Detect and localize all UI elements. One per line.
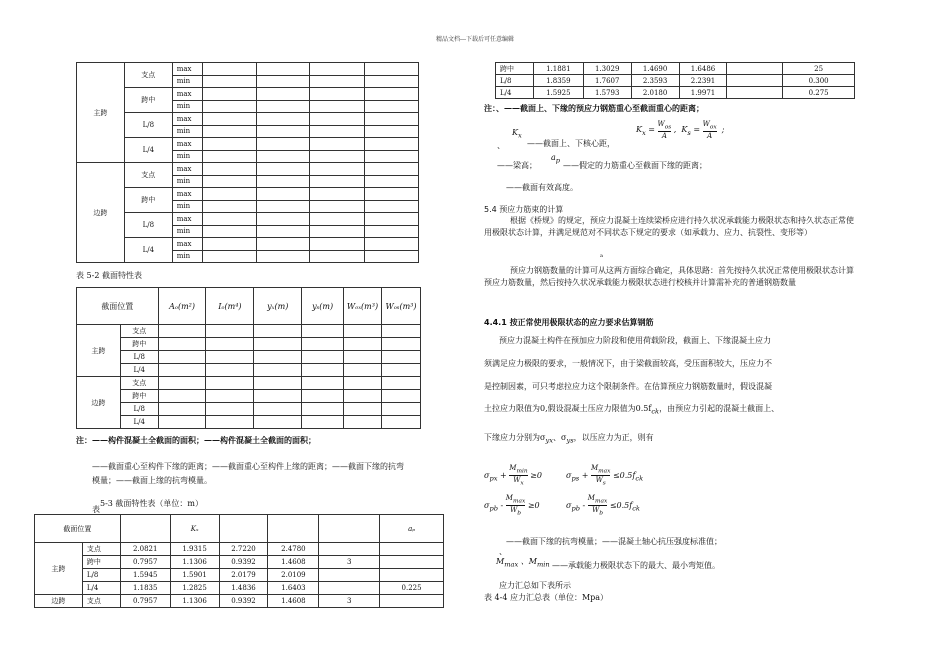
value-cell (727, 63, 783, 75)
empty-cell (365, 250, 419, 263)
value-cell (380, 543, 444, 556)
value-cell: 1.1881 (533, 63, 583, 75)
empty-cell (256, 100, 310, 113)
empty-cell (302, 377, 344, 390)
section-4-4-1-title: 4.4.1 按正常使用极限状态的应力要求估算钢筋 (484, 318, 654, 327)
table-row (77, 416, 421, 429)
table-header-row (77, 288, 421, 325)
position-label: L/4 (124, 238, 172, 263)
note-n4: 应力汇总如下表所示 (499, 581, 571, 590)
empty-cell (158, 364, 206, 377)
empty-cell (381, 390, 420, 403)
empty-cell (158, 390, 206, 403)
value-cell (319, 569, 380, 582)
empty-cell (254, 338, 302, 351)
empty-cell (365, 175, 419, 188)
empty-cell (256, 238, 310, 251)
table3-caption (92, 498, 204, 514)
section-property-table-continued (495, 62, 855, 99)
empty-cell (365, 238, 419, 251)
group-label: 主跨 (77, 325, 121, 377)
empty-cell (365, 150, 419, 163)
empty-cell (256, 188, 310, 201)
empty-cell (365, 188, 419, 201)
table-row (77, 403, 421, 416)
empty-cell (256, 88, 310, 101)
sub-label: min (172, 250, 202, 263)
table-4-4-caption: 表 4-4 应力汇总表（单位：Mpa） (484, 593, 609, 602)
value-cell: 0.300 (783, 75, 855, 87)
empty-cell (310, 250, 365, 263)
position-label: L/8 (124, 213, 172, 238)
value-cell (380, 569, 444, 582)
position-label: 支点 (82, 543, 120, 556)
empty-cell (254, 390, 302, 403)
empty-cell (365, 225, 419, 238)
t3-head-k: Kₓ (170, 515, 219, 543)
value-cell: 2.0180 (631, 87, 679, 99)
empty-cell (381, 403, 420, 416)
note-d: ——截面有效高度。 (506, 183, 578, 192)
table2-caption: 表 5-2 截面特性表 (76, 271, 142, 280)
table-row (35, 569, 444, 582)
value-cell (380, 595, 444, 608)
empty-cell (310, 163, 365, 176)
paragraph-2: 预应力钢筋数量的计算可从这两方面综合确定，具体思路：首先按持久状况正常使用极限状态计算预应力筋数量，然后按持久状况承载能力极限状态进行校核并计算需补充的普通钢筋数量 (484, 266, 854, 287)
note-n2: 、 (499, 547, 507, 556)
position-label: L/8 (496, 75, 534, 87)
table3-caption-text: 5-3 截面特性表（单位：m） (100, 499, 204, 508)
stress-formula-3: $\sigma_{pb}$ - $\frac{M_{max}}{W_b}$ ≥0 (484, 494, 540, 517)
empty-cell (365, 63, 419, 76)
empty-cell (254, 351, 302, 364)
kx-symbol: $K_x$ (512, 128, 522, 140)
empty-cell (310, 88, 365, 101)
empty-cell (256, 75, 310, 88)
empty-cell (206, 325, 254, 338)
empty-cell (310, 75, 365, 88)
sub-label: max (172, 63, 202, 76)
paragraph-1: 根据《桥规》的规定，预应力混凝土连续梁桥应进行持久状况承载能力极限状态和持久状态正常使用极限状态计算，并满足规范对不同状态下规定的要求（如承载力、应力、抗裂性、变形等） (484, 216, 854, 237)
value-cell: 3 (319, 595, 380, 608)
value-cell: 0.9392 (219, 556, 268, 569)
note-n3: ——承载能力极限状态下的最大、最小弯矩值。 (552, 561, 720, 570)
empty-cell (158, 325, 206, 338)
position-label: L/4 (496, 87, 534, 99)
empty-cell (256, 163, 310, 176)
sub-label: max (172, 113, 202, 126)
value-cell: 0.7957 (120, 595, 170, 608)
empty-cell (344, 338, 382, 351)
internal-force-table (76, 62, 419, 263)
empty-cell (365, 213, 419, 226)
empty-cell (381, 325, 420, 338)
value-cell: 1.9315 (170, 543, 219, 556)
empty-cell (302, 403, 344, 416)
empty-cell (256, 63, 310, 76)
empty-cell (158, 416, 206, 429)
empty-cell (344, 351, 382, 364)
value-cell (319, 582, 380, 595)
table-row (77, 325, 421, 338)
section-property-table (76, 287, 421, 429)
empty-cell (344, 403, 382, 416)
position-label: 跨中 (124, 188, 172, 213)
empty-cell (365, 200, 419, 213)
empty-cell (302, 325, 344, 338)
kx-formula: $K_x$ = $\frac{W_{os}}{A}$ , $K_s$ = $\frac{W_{ox}}{A}$ ; (636, 120, 725, 141)
empty-cell (310, 225, 365, 238)
value-cell: 0.275 (783, 87, 855, 99)
table-row (35, 595, 444, 608)
value-cell: 2.0821 (120, 543, 170, 556)
empty-cell (206, 377, 254, 390)
empty-cell (256, 125, 310, 138)
sub-label: max (172, 163, 202, 176)
table-row (77, 138, 419, 151)
sub-label: min (172, 75, 202, 88)
paragraph-3a: 预应力混凝土构件在预加应力阶段和使用荷载阶段，截面上、下缘混凝土应力 (499, 336, 771, 345)
empty-cell (202, 175, 256, 188)
value-cell: 1.1306 (170, 556, 219, 569)
value-cell: 1.8359 (533, 75, 583, 87)
paragraph-3e: 下缘应力分别为$\sigma_{yx}$、$\sigma_{ys}$，以压应力为正，则有 (484, 433, 654, 445)
empty-cell (365, 138, 419, 151)
empty-cell (310, 175, 365, 188)
table-row (77, 338, 421, 351)
empty-cell (254, 403, 302, 416)
empty-cell (381, 338, 420, 351)
empty-cell (202, 225, 256, 238)
position-label: L/4 (120, 364, 158, 377)
empty-cell (302, 390, 344, 403)
empty-cell (365, 88, 419, 101)
moment-symbols: $M_{max}$ 、$M_{min}$ (496, 557, 550, 569)
value-cell: 1.4608 (268, 595, 319, 608)
note1-line3: 模量；——截面上缘的抗弯模量。 (92, 476, 212, 485)
empty-cell (256, 213, 310, 226)
table-row (77, 238, 419, 251)
table-row (496, 63, 855, 75)
empty-cell (256, 150, 310, 163)
empty-cell (310, 113, 365, 126)
position-label: 跨中 (120, 338, 158, 351)
empty-cell (206, 416, 254, 429)
value-cell (727, 75, 783, 87)
empty-cell (256, 113, 310, 126)
value-cell: 0.9392 (219, 595, 268, 608)
empty-cell (310, 213, 365, 226)
note-b: 、 (497, 141, 505, 150)
note-b2: ——截面上、下核心距， (527, 139, 615, 148)
table-row (77, 390, 421, 403)
table-row (496, 87, 855, 99)
value-cell: 3 (319, 556, 380, 569)
value-cell: 0.225 (380, 582, 444, 595)
group-label: 边跨 (77, 163, 125, 263)
empty-cell (381, 377, 420, 390)
position-label: L/8 (120, 403, 158, 416)
value-cell: 2.2391 (679, 75, 727, 87)
stress-formula-1: $\sigma_{px}$ + $\frac{M_{min}}{W_x}$ ≥0 (484, 464, 542, 487)
sub-label: min (172, 200, 202, 213)
position-label: 跨中 (82, 556, 120, 569)
position-label: 跨中 (496, 63, 534, 75)
position-label: L/8 (120, 351, 158, 364)
empty-cell (158, 377, 206, 390)
empty-cell (344, 377, 382, 390)
position-label: L/4 (124, 138, 172, 163)
empty-cell (302, 416, 344, 429)
note-c1: ——梁高； (497, 161, 537, 170)
empty-cell (202, 188, 256, 201)
note-a: 注：、——截面上、下缘的预应力钢筋重心至截面重心的距离； (484, 103, 704, 113)
value-cell: 1.4836 (219, 582, 268, 595)
empty-cell (202, 138, 256, 151)
value-cell: 1.7607 (583, 75, 631, 87)
group-label: 主跨 (77, 63, 125, 163)
empty-cell (202, 238, 256, 251)
sub-label: min (172, 100, 202, 113)
header-col: Wₒₛ(m³) (381, 288, 420, 325)
empty-cell (254, 364, 302, 377)
paragraph-3d: 土拉应力限值为0,假设混凝土压应力限值为$0.5f_{ck}$，由预应力引起的混凝土截面上、 (484, 404, 780, 416)
sub-label: max (172, 188, 202, 201)
value-cell: 1.1835 (120, 582, 170, 595)
empty-cell (254, 377, 302, 390)
empty-cell (202, 63, 256, 76)
paragraph-3c: 是控制因素，可只考虑拉应力这个限制条件。在估算预应力钢筋数量时，假设混凝 (484, 382, 772, 391)
empty-cell (202, 213, 256, 226)
table-row (35, 556, 444, 569)
t3-head-pos: 截面位置 (35, 515, 121, 543)
note1-line2: ——截面重心至构件下缘的距离；——截面重心至构件上缘的距离；——截面下缘的抗弯 (92, 462, 404, 471)
empty-cell (202, 113, 256, 126)
value-cell: 1.2825 (170, 582, 219, 595)
empty-cell (310, 100, 365, 113)
value-cell: 2.0179 (219, 569, 268, 582)
stress-formula-2: $\sigma_{ps}$ + $\frac{M_{max}}{W_s}$ $\le 0.5f_{ck}$ (566, 464, 644, 487)
empty-cell (202, 75, 256, 88)
table3-caption-prefix: 表 (92, 505, 100, 514)
empty-cell (344, 364, 382, 377)
sub-label: min (172, 150, 202, 163)
ap-symbol: $a_p$ (551, 153, 561, 165)
header-col: Aₒ(m²) (158, 288, 206, 325)
sub-label: min (172, 175, 202, 188)
header-col: Iₒ(m⁴) (206, 288, 254, 325)
table-row (35, 543, 444, 556)
table-row (77, 351, 421, 364)
paragraph-1-mark: a (600, 253, 603, 259)
value-cell: 1.5793 (583, 87, 631, 99)
empty-cell (158, 403, 206, 416)
position-label: 支点 (82, 595, 120, 608)
empty-cell (365, 75, 419, 88)
position-label: 跨中 (120, 390, 158, 403)
empty-cell (256, 250, 310, 263)
position-label: L/4 (82, 582, 120, 595)
stress-formula-4: $\sigma_{pb}$ - $\frac{M_{max}}{W_b}$ $\le 0.5f_{ck}$ (566, 494, 640, 517)
position-label: 跨中 (124, 88, 172, 113)
empty-cell (202, 250, 256, 263)
empty-cell (344, 390, 382, 403)
empty-cell (202, 125, 256, 138)
value-cell: 2.3593 (631, 75, 679, 87)
empty-cell (256, 225, 310, 238)
value-cell: 1.4608 (268, 556, 319, 569)
header-col: yₛ(m) (302, 288, 344, 325)
empty-cell (202, 163, 256, 176)
empty-cell (256, 175, 310, 188)
empty-cell (206, 390, 254, 403)
section-property-table-2 (34, 514, 444, 608)
table-row (77, 213, 419, 226)
value-cell: 1.9971 (679, 87, 727, 99)
page-header: 精品文档---下载后可任意编辑 (435, 36, 515, 43)
position-label: L/8 (82, 569, 120, 582)
empty-cell (302, 338, 344, 351)
position-label: 支点 (124, 63, 172, 88)
value-cell (380, 556, 444, 569)
empty-cell (202, 150, 256, 163)
empty-cell (365, 125, 419, 138)
empty-cell (158, 351, 206, 364)
empty-cell (206, 351, 254, 364)
t3-head-a: aₚ (380, 515, 444, 543)
empty-cell (310, 188, 365, 201)
empty-cell (206, 403, 254, 416)
value-cell: 2.4780 (268, 543, 319, 556)
empty-cell (254, 325, 302, 338)
empty-cell (310, 200, 365, 213)
value-cell: 25 (783, 63, 855, 75)
empty-cell (254, 416, 302, 429)
empty-cell (310, 63, 365, 76)
value-cell: 1.6486 (679, 63, 727, 75)
empty-cell (381, 351, 420, 364)
value-cell: 1.1306 (170, 595, 219, 608)
header-col: Wₒₓ(m³) (344, 288, 382, 325)
table-row (77, 188, 419, 201)
value-cell: 2.7220 (219, 543, 268, 556)
sub-label: min (172, 125, 202, 138)
empty-cell (256, 200, 310, 213)
table-row (77, 163, 419, 176)
empty-cell (158, 338, 206, 351)
sub-label: max (172, 138, 202, 151)
value-cell (727, 87, 783, 99)
header-col: yₓ(m) (254, 288, 302, 325)
empty-cell (344, 416, 382, 429)
empty-cell (256, 138, 310, 151)
value-cell: 1.5925 (533, 87, 583, 99)
table-row (77, 63, 419, 76)
value-cell: 2.0109 (268, 569, 319, 582)
table-row (77, 88, 419, 101)
paragraph-3b: 须满足应力极限的要求，一般情况下，由于梁截面较高，受压面积较大，压应力不 (484, 359, 772, 368)
empty-cell (365, 113, 419, 126)
sub-label: min (172, 225, 202, 238)
table-row (77, 364, 421, 377)
note1-line1: 注：——构件混凝土全截面的面积；——构件混凝土全截面的面积； (76, 435, 316, 445)
value-cell: 1.4690 (631, 63, 679, 75)
empty-cell (202, 88, 256, 101)
group-label: 边跨 (77, 377, 121, 429)
empty-cell (202, 100, 256, 113)
position-label: 支点 (124, 163, 172, 188)
empty-cell (344, 325, 382, 338)
position-label: 支点 (120, 325, 158, 338)
position-label: L/8 (124, 113, 172, 138)
value-cell: 0.7957 (120, 556, 170, 569)
sub-label: max (172, 88, 202, 101)
empty-cell (381, 364, 420, 377)
empty-cell (310, 138, 365, 151)
sub-label: max (172, 213, 202, 226)
empty-cell (310, 150, 365, 163)
empty-cell (302, 364, 344, 377)
empty-cell (302, 351, 344, 364)
value-cell: 1.5945 (120, 569, 170, 582)
empty-cell (206, 364, 254, 377)
table-row (77, 113, 419, 126)
note-c2: ——假定的力筋重心至截面下缘的距离； (563, 161, 707, 170)
section-5-4-title: 5.4 预应力筋束的计算 (484, 205, 564, 214)
group-label: 边跨 (35, 595, 83, 608)
empty-cell (381, 416, 420, 429)
empty-cell (206, 338, 254, 351)
header-position: 截面位置 (77, 288, 159, 325)
empty-cell (365, 163, 419, 176)
value-cell: 1.5901 (170, 569, 219, 582)
value-cell (319, 543, 380, 556)
note-n1: ——截面下缘的抗弯模量；——混凝土轴心抗压强度标准值； (506, 537, 722, 546)
empty-cell (365, 100, 419, 113)
value-cell: 1.6403 (268, 582, 319, 595)
empty-cell (310, 125, 365, 138)
position-label: L/4 (120, 416, 158, 429)
table-row (496, 75, 855, 87)
empty-cell (202, 200, 256, 213)
table-row (35, 582, 444, 595)
sub-label: max (172, 238, 202, 251)
position-label: 支点 (120, 377, 158, 390)
empty-cell (310, 238, 365, 251)
table-row (77, 377, 421, 390)
group-label: 主跨 (35, 543, 83, 595)
value-cell: 1.3029 (583, 63, 631, 75)
